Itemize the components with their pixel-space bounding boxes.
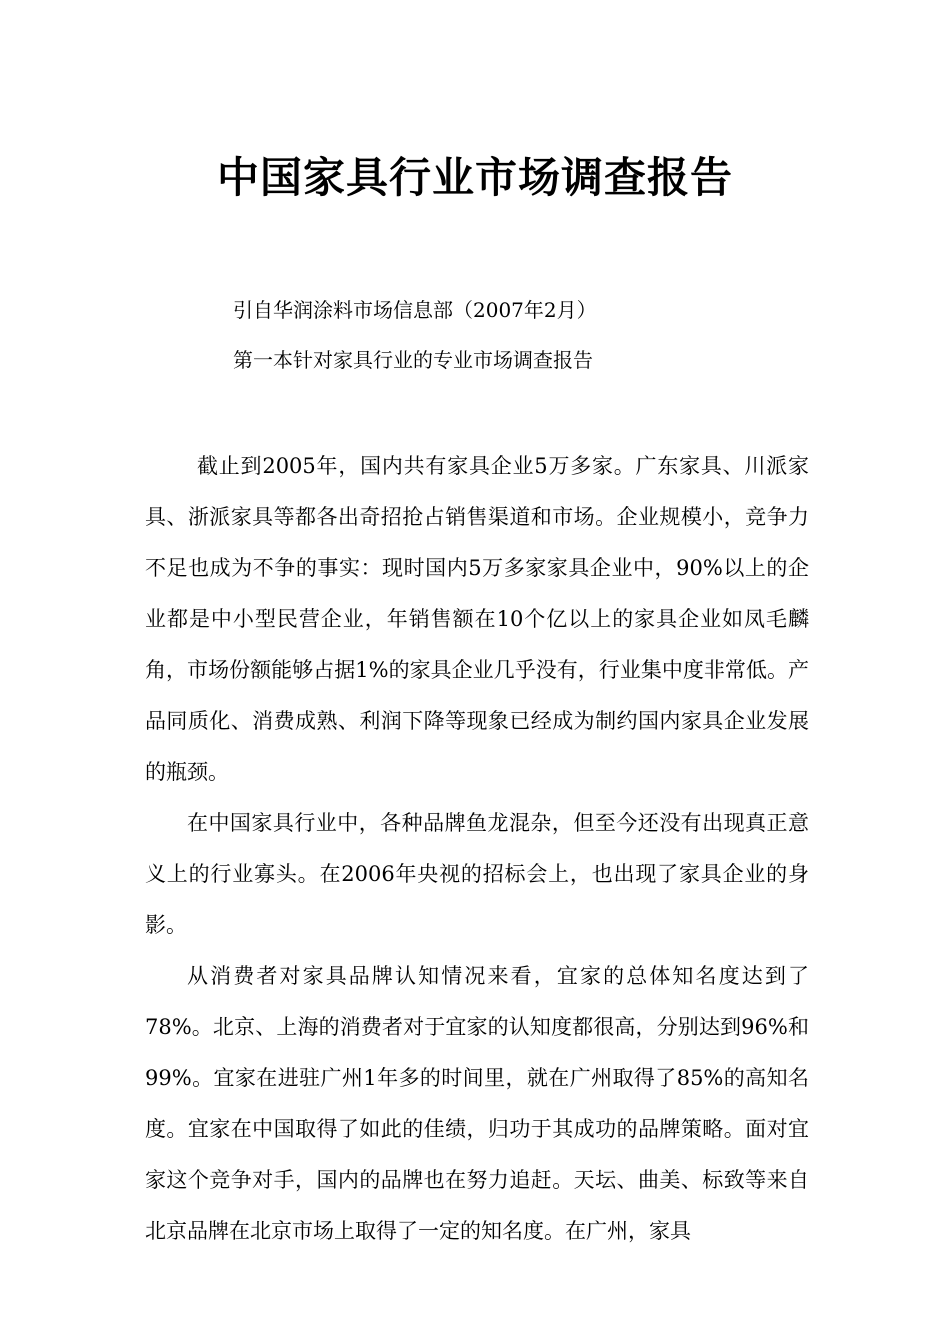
source-line: 引自华润涂料市场信息部（2007年2月） [233,298,597,322]
body-text [145,441,809,1257]
subtitle-line: 第一本针对家具行业的专业市场调查报告 [233,348,593,372]
paragraph-2: 在中国家具行业中，各种品牌鱼龙混杂，但至今还没有出现真正意义上的行业寡头。在2006年央视的招标会上，也出现了家具企业的身影。 [145,811,809,937]
paragraph-3: 从消费者对家具品牌认知情况来看，宜家的总体知名度达到了78%。北京、上海的消费者对于宜家的认知度都很高，分别达到96%和99%。宜家在进驻广州1年多的时间里，就在广州取得了85%的高知名度。宜家在中国取得了如此的佳绩，归功于其成功的品牌策略。面对宜家这个竞争对手，国内的品牌也在努力追赶。天坛、曲美、标致等来自北京品牌在北京市场上取得了一定的知名度。在广州，家具 [145,964,809,1243]
document-title: 中国家具行业市场调查报告 [216,153,733,202]
paragraph-1: 截止到2005年，国内共有家具企业5万多家。广东家具、川派家具、浙派家具等都各出奇招抢占销售渠道和市场。企业规模小，竞争力不足也成为不争的事实：现时国内5万多家家具企业中，90%以上的企业都是中小型民营企业，年销售额在10个亿以上的家具企业如凤毛麟角，市场份额能够占据1%的家具企业几乎没有，行业集中度非常低。产品同质化、消费成熟、利润下降等现象已经成为制约国内家具企业发展的瓶颈。 [145,454,809,784]
